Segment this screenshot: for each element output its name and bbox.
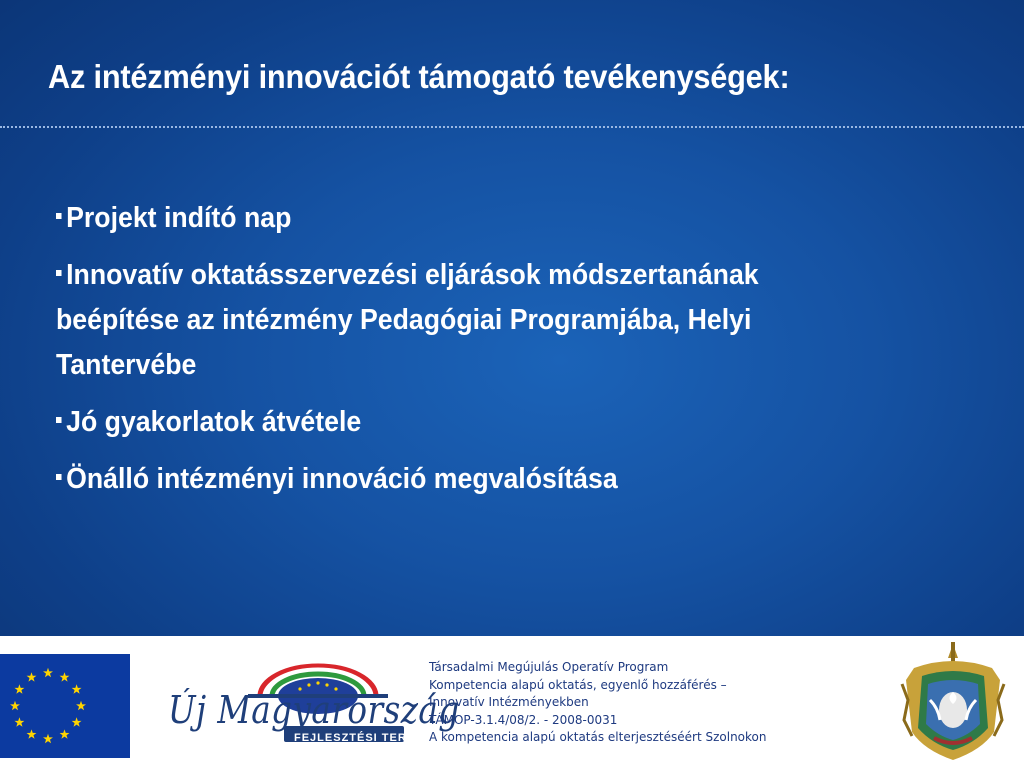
square-bullet-icon [56,417,62,423]
bullet-text: Tantervébe [56,349,197,381]
square-bullet-icon [56,213,62,219]
bullet-item [56,196,976,241]
program-line: Társadalmi Megújulás Operatív Program [429,659,669,674]
logo-subtitle: FEJLESZTÉSI TERV [294,732,415,744]
bullet-list [56,196,986,514]
program-line: Kompetencia alapú oktatás, egyenlő hozzáférés – [429,676,727,692]
square-bullet-icon [56,474,62,480]
eu-flag-icon [0,654,130,758]
bullet-text: beépítése az intézmény Pedagógiai Programjába, Helyi [56,304,752,336]
bullet-item [56,400,976,445]
program-line: A kompetencia alapú oktatás elterjesztéséért Szolnokon [429,729,767,745]
slide-title: Az intézményi innovációt támogató tevékenységek: [48,58,790,95]
program-line: Innovatív Intézményekben [429,694,589,710]
program-info [429,658,899,746]
logo-title: Új Magyarország [168,688,460,732]
bullet-text: Innovatív oktatásszervezési eljárások módszertanának [66,259,759,291]
bullet-text: Projekt indító nap [66,202,292,234]
title-divider [0,126,1024,128]
bullet-item [56,457,976,502]
szolnok-coat-of-arms-icon [894,640,1012,764]
bullet-item [56,253,976,388]
bullet-text: Önálló intézményi innováció megvalósítása [66,463,618,495]
bullet-text: Jó gyakorlatok átvétele [66,406,362,438]
program-line: TÁMOP-3.1.4/08/2. - 2008-0031 [429,711,618,727]
square-bullet-icon [56,270,62,276]
